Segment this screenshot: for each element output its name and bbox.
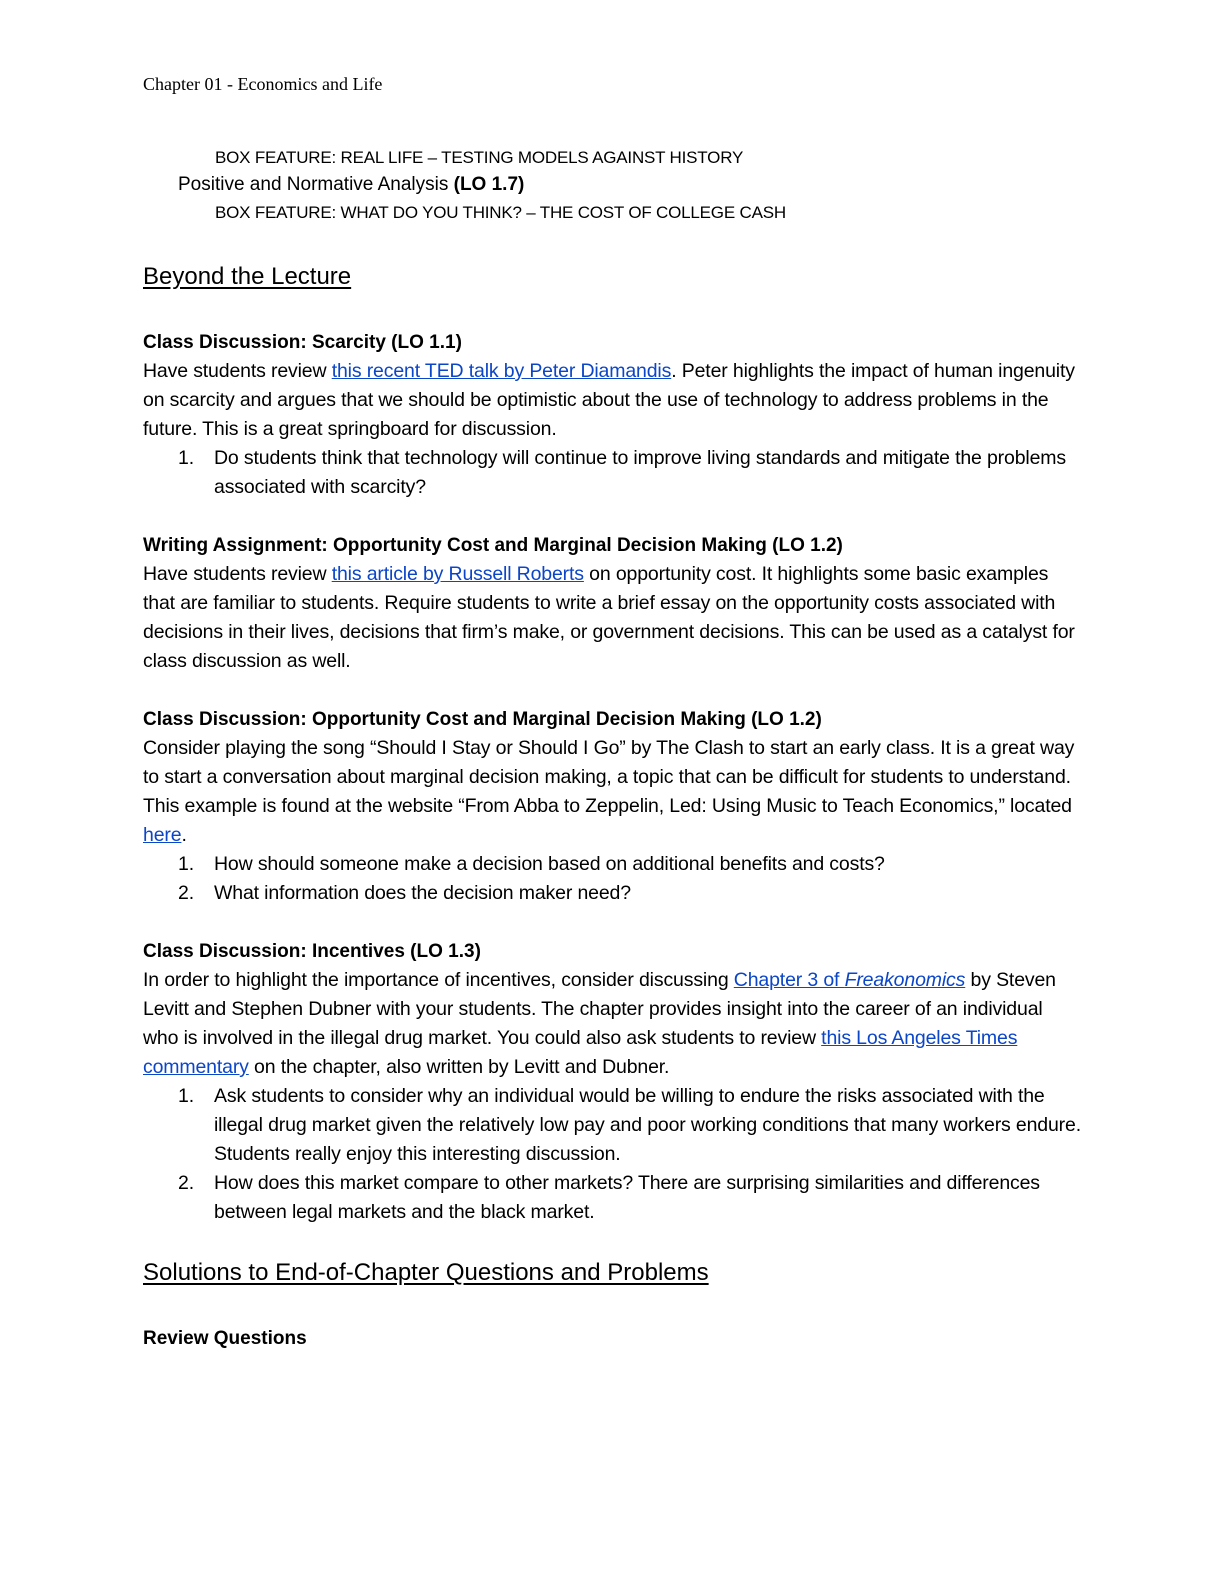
paragraph-text: Have students review [143,360,332,382]
section-writing-assignment [143,531,1083,676]
section-heading: Class Discussion: Opportunity Cost and Marginal Decision Making (LO 1.2) [143,709,822,730]
heading-beyond-the-lecture: Beyond the Lecture [143,263,352,290]
paragraph-text: Consider playing the song “Should I Stay or Should I Go” by The Clash to start an early class. It is a great way to start a conversation about marginal decision making, a topic that can be difficult for students to understand. This example is found at the website “From Abba to Zeppelin, Led: Using Music to Teach Economics,” located [143,737,1075,817]
link-ted-talk[interactable]: this recent TED talk by Peter Diamandis [331,360,672,382]
list-number: 2. [178,882,194,904]
running-header: Chapter 01 - Economics and Life [143,74,383,94]
list-text: Ask students to consider why an individual would be willing to endure the risks associated with the illegal drug market given the relatively low pay and poor working conditions that many workers endure. Students really enjoy this interesting discussion. [214,1085,1081,1165]
section-marginal-decision [143,705,1083,908]
heading-solutions: Solutions to End-of-Chapter Questions and Problems [143,1259,709,1286]
list-text: How does this market compare to other markets? There are surprising similarities and differences between legal markets and the black market. [214,1172,1040,1223]
chapter-outline [0,144,1224,226]
section-incentives [143,937,1083,1227]
list-item [143,1169,1083,1227]
outline-box-feature-1: BOX FEATURE: REAL LIFE – TESTING MODELS AGAINST HISTORY [215,148,744,167]
heading-review-questions: Review Questions [143,1328,307,1349]
list-item [143,1082,1083,1169]
list-number: 1. [178,1085,194,1107]
link-freakonomics-chapter[interactable] [734,969,965,991]
link-text: Chapter 3 of [733,969,845,991]
paragraph-text: on opportunity cost. It highlights some basic examples that are familiar to students. Require students to write a brief essay on the opportunity costs associated with decisions in their lives, decisions that firm’s make, or government decisions. This can be used as a catalyst for class discussion as well. [143,563,1075,672]
link-russell-roberts-article[interactable]: this article by Russell Roberts [331,563,584,585]
list-item [143,444,1083,502]
outline-section-lo: (LO 1.7) [453,174,525,195]
list-text: Do students think that technology will continue to improve living standards and mitigate the problems associated with scarcity? [214,447,1066,498]
paragraph-text: on the chapter, also written by Levitt and Dubner. [248,1056,670,1078]
section-heading: Writing Assignment: Opportunity Cost and Marginal Decision Making (LO 1.2) [143,535,843,556]
section-paragraph [143,734,1083,850]
paragraph-text: . [181,824,187,846]
section-scarcity [143,328,1083,502]
outline-section-text: Positive and Normative Analysis [178,174,454,195]
question-list [143,444,1083,502]
section-paragraph [143,560,1083,676]
paragraph-text: by Steven Levitt and Stephen Dubner with your students. The chapter provides insight into the career of an individual who is involved in the illegal drug market. You could also ask students to review [143,969,1056,1049]
section-heading: Class Discussion: Incentives (LO 1.3) [143,941,481,962]
list-text: What information does the decision maker need? [214,882,631,904]
section-heading: Class Discussion: Scarcity (LO 1.1) [143,332,462,353]
list-item [143,850,1083,879]
list-item [143,879,1083,908]
list-number: 1. [178,447,194,469]
section-paragraph [143,357,1083,444]
list-number: 2. [178,1172,194,1194]
outline-section-positive-normative [178,171,1224,199]
link-here[interactable]: here [143,824,182,846]
paragraph-text: . Peter highlights the impact of human ingenuity on scarcity and argues that we should be optimistic about the use of technology to address problems in the future. This is a great springboard for discussion. [143,360,1075,440]
outline-box-feature-2: BOX FEATURE: WHAT DO YOU THINK? – THE COST OF COLLEGE CASH [215,203,786,222]
main-content [143,260,1083,1353]
list-text: How should someone make a decision based on additional benefits and costs? [214,853,885,875]
section-paragraph [143,966,1083,1082]
paragraph-text: Have students review [143,563,332,585]
question-list [143,850,1083,908]
link-text-italic: Freakonomics [844,969,966,991]
link-la-times-commentary[interactable]: this Los Angeles Times commentary [143,1027,1018,1078]
list-number: 1. [178,853,194,875]
paragraph-text: In order to highlight the importance of incentives, consider discussing [143,969,734,991]
question-list [143,1082,1083,1227]
